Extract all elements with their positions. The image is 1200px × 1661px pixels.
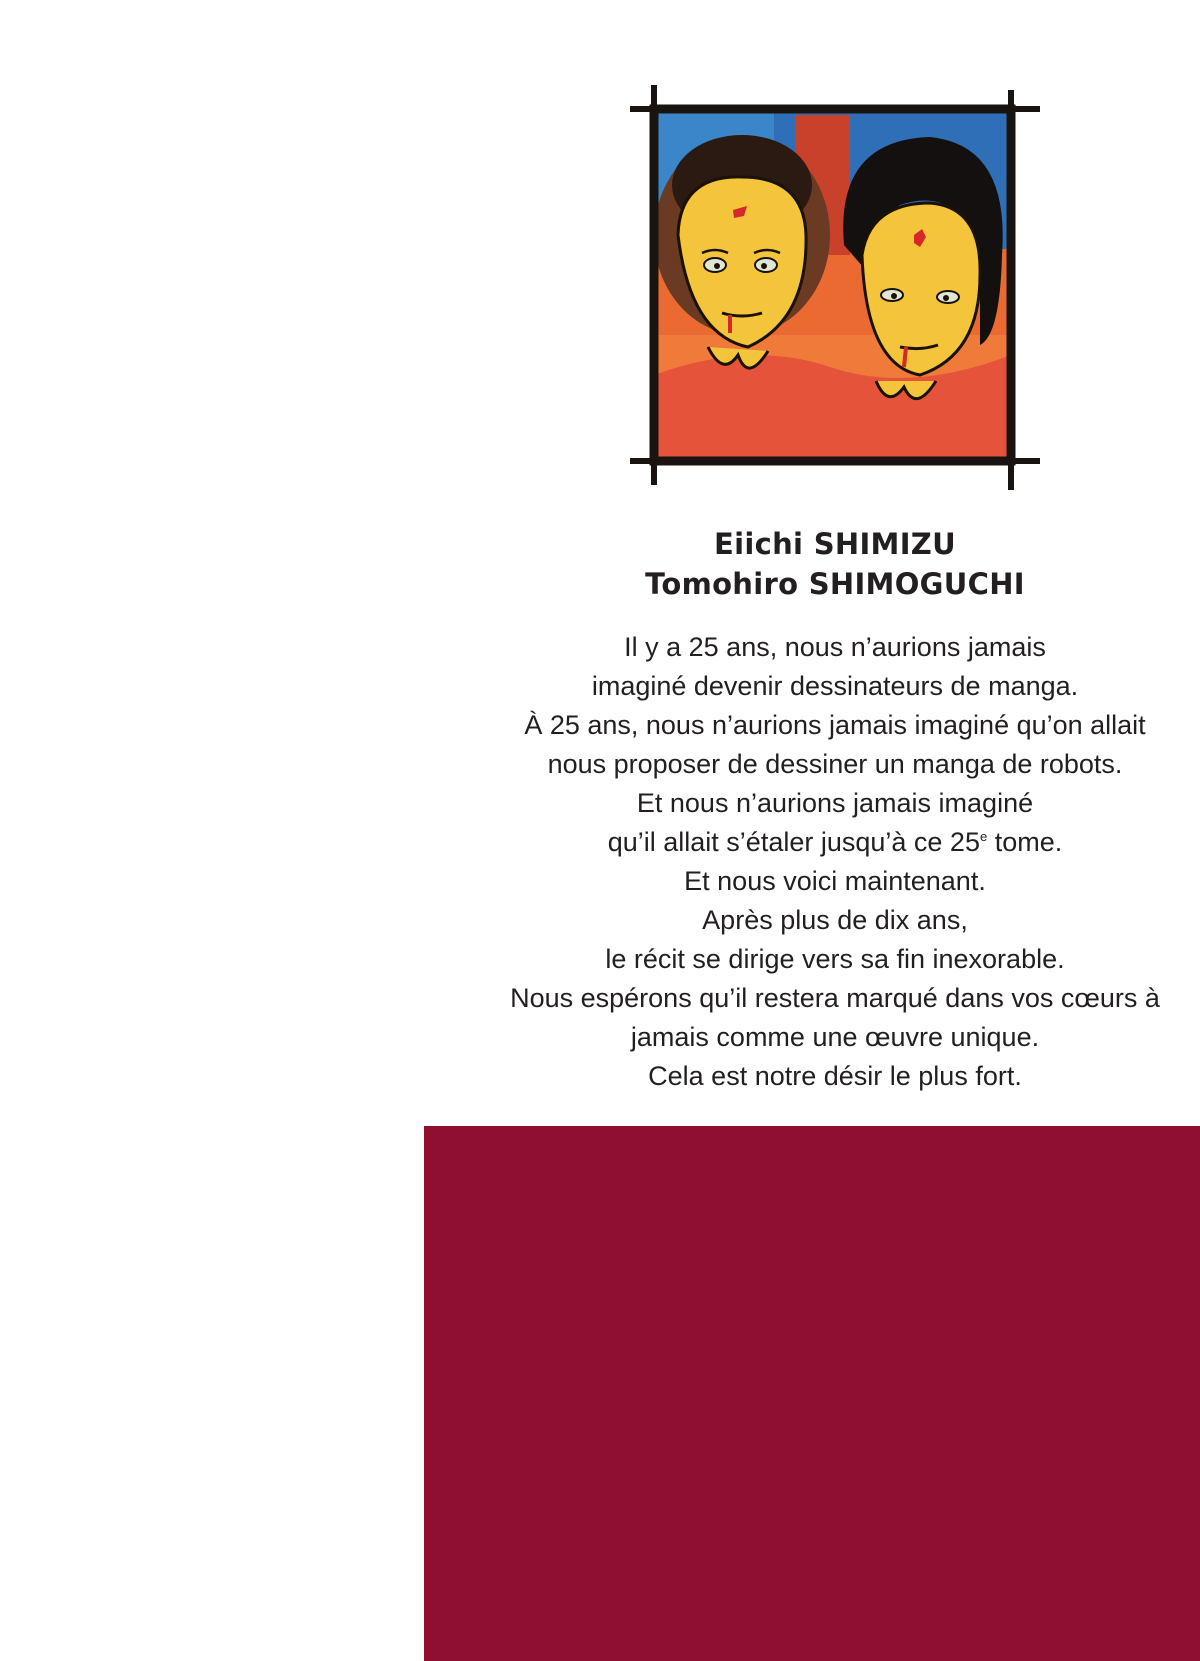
message-line-2: imaginé devenir dessinateurs de manga. (591, 671, 1079, 701)
message-line-12: Cela est notre désir le plus fort. (648, 1061, 1022, 1091)
message-line-11: jamais comme une œuvre unique. (630, 1022, 1040, 1052)
author-names (510, 524, 1160, 604)
message-line-6-main: qu’il allait s’étaler jusqu’à ce 25 (607, 827, 980, 857)
ordinal-superscript: e (979, 829, 988, 844)
author-name-1: Eiichi SHIMIZU (714, 527, 956, 561)
message-line-6-end: tome. (987, 827, 1063, 857)
message-line-1: Il y a 25 ans, nous n’aurions jamais (624, 632, 1046, 662)
message-line-3: À 25 ans, nous n’aurions jamais imaginé qu’on allait (524, 710, 1146, 740)
message-line-5: Et nous n’aurions jamais imaginé (636, 788, 1034, 818)
message-line-9: le récit se dirige vers sa fin inexorable. (605, 944, 1065, 974)
author-name-2: Tomohiro SHIMOGUCHI (645, 567, 1025, 601)
author-message (480, 628, 1190, 1096)
message-line-7: Et nous voici maintenant. (684, 866, 986, 896)
decorative-color-block (424, 1126, 1200, 1661)
message-line-10: Nous espérons qu’il restera marqué dans vos cœurs à (510, 983, 1160, 1013)
authors-portrait-illustration (630, 85, 1040, 490)
message-line-4: nous proposer de dessiner un manga de robots. (547, 749, 1123, 779)
message-line-8: Après plus de dix ans, (702, 905, 968, 935)
message-line-6 (480, 823, 1190, 862)
